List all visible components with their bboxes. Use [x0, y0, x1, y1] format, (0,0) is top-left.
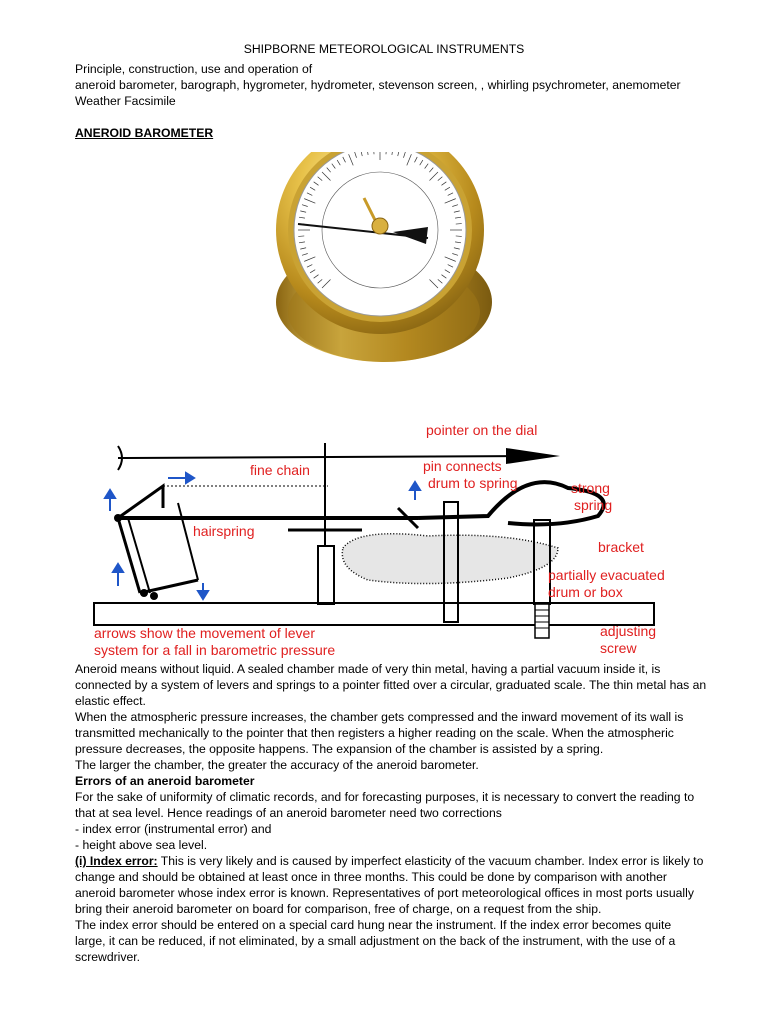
label-drum: drum or box — [548, 584, 623, 600]
index-error-line: screwdriver. — [75, 950, 141, 964]
index-error-line: aneroid barometer whose index error is known. Representatives of port meteorological offices in most ports usually — [75, 886, 694, 900]
base-plate — [94, 603, 654, 625]
label-pointer: pointer on the dial — [426, 422, 538, 438]
errors-line: that at sea level. Hence readings of an aneroid barometer need two corrections — [75, 806, 502, 820]
label-pin: drum to spring — [428, 475, 518, 491]
index-error-line: change and should be obtained at least once in three months. This could be done by comparison with another — [75, 870, 667, 884]
index-error-line — [75, 853, 703, 869]
intro-line: aneroid barometer, barograph, hygrometer, hydrometer, stevenson screen, , whirling psychrometer, anemometer — [75, 78, 681, 92]
label-strong-spring: strong — [571, 480, 610, 496]
diagram-caption: system for a fall in barometric pressure — [94, 642, 336, 658]
evacuated-drum — [342, 534, 558, 584]
label-hairspring: hairspring — [193, 523, 255, 539]
adjusting-screw — [535, 604, 549, 638]
page-title: SHIPBORNE METEOROLOGICAL INSTRUMENTS — [243, 42, 525, 56]
aneroid-mechanism-diagram — [88, 408, 688, 663]
diagram-caption: arrows show the movement of lever — [94, 625, 315, 641]
index-error-line: large, it can be reduced, if not eliminated, by a small adjustment on the back of the instrument, with the use of a — [75, 934, 676, 948]
body-line: When the atmospheric pressure increases, the chamber gets compressed and the inward movement of its wall is — [75, 710, 684, 724]
index-error-label: (i) Index error: — [75, 854, 158, 868]
index-error-text: This is very likely and is caused by imperfect elasticity of the vacuum chamber. Index error is likely to — [157, 854, 704, 868]
errors-line: - height above sea level. — [75, 838, 208, 852]
set-knob — [372, 218, 388, 234]
label-fine-chain: fine chain — [250, 462, 310, 478]
body-line: Aneroid means without liquid. A sealed chamber made of very thin metal, having a partial vacuum inside it, is — [75, 662, 661, 676]
body-line: elastic effect. — [75, 694, 146, 708]
intro-line: Weather Facsimile — [75, 94, 176, 108]
section-heading: ANEROID BAROMETER — [75, 126, 214, 140]
body-line: The larger the chamber, the greater the accuracy of the aneroid barometer. — [75, 758, 479, 772]
label-drum: partially evacuated — [548, 567, 665, 583]
label-adjusting-screw: adjusting — [600, 623, 657, 639]
errors-line: - index error (instrumental error) and — [75, 822, 272, 836]
label-pin: pin connects — [423, 458, 502, 474]
body-line: connected by a system of levers and springs to a pointer fitted over a circular, graduated scale. The thin metal has an — [75, 678, 707, 692]
pointer-arrow — [506, 448, 560, 464]
index-error-line: The index error should be entered on a special card hung near the instrument. If the index error becomes quite — [75, 918, 672, 932]
label-bracket: bracket — [598, 539, 644, 555]
errors-heading: Errors of an aneroid barometer — [75, 774, 255, 788]
errors-line: For the sake of uniformity of climatic records, and for forecasting purposes, it is necessary to convert the reading to — [75, 790, 695, 804]
body-line: transmitted mechanically to the pointer that then registers a higher reading on the scale. When the atmospheric — [75, 726, 674, 740]
label-adjusting-screw: screw — [600, 640, 637, 656]
label-strong-spring: spring — [574, 497, 613, 513]
body-line: pressure decreases, the opposite happens. The expansion of the chamber is assisted by a spring. — [75, 742, 604, 756]
intro-line: Principle, construction, use and operation of — [75, 62, 313, 76]
aneroid-barometer-photo — [268, 152, 500, 382]
index-error-line: bring their aneroid barometer on board for comparison, free of charge, on a request from the ship. — [75, 902, 602, 916]
